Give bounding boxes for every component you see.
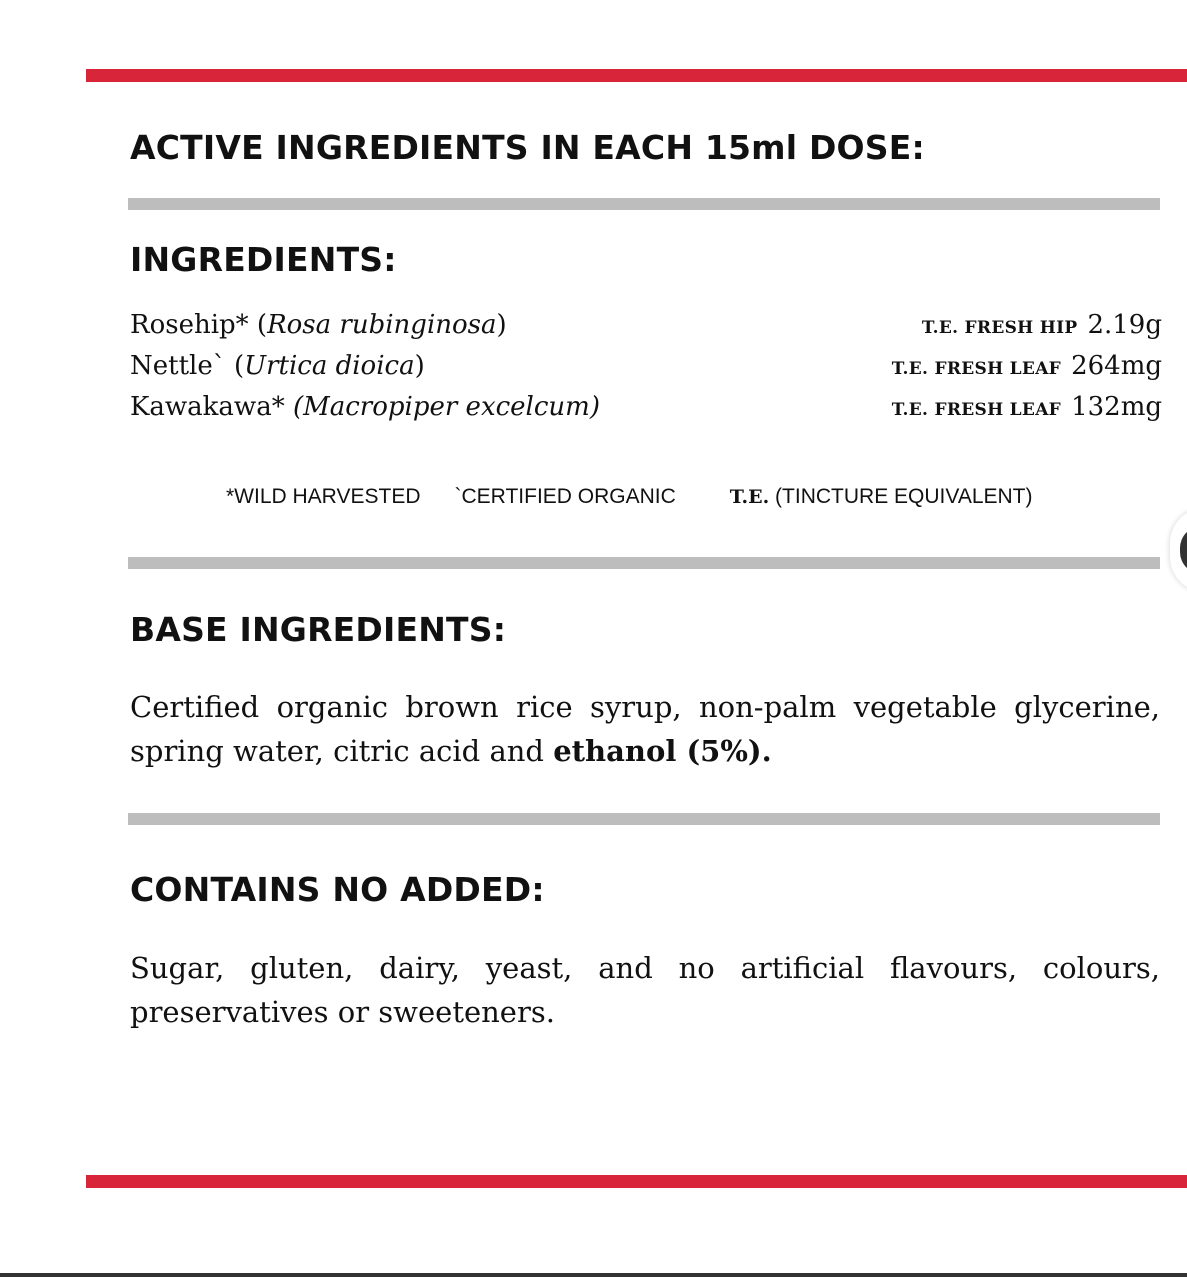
ingredient-amount: T.E. FRESH LEAF 264mg xyxy=(891,351,1162,381)
ingredient-row-kawakawa xyxy=(130,392,1162,432)
ingredient-row-nettle xyxy=(130,351,1162,391)
bottom-red-divider xyxy=(86,1175,1187,1188)
ethanol-bold: ethanol (5%). xyxy=(553,734,772,768)
ingredient-name: Rosehip* (Rosa rubinginosa) xyxy=(130,310,507,340)
contains-no-added-text: Sugar, gluten, dairy, yeast, and no artificial flavours, colours, preservatives or sweeteners. xyxy=(130,951,1160,1029)
contains-no-added-heading: CONTAINS NO ADDED: xyxy=(130,870,545,909)
bottom-edge-bar xyxy=(0,1273,1187,1277)
base-ingredients-text: Certified organic brown rice syrup, non-palm vegetable glycerine, spring water, citric acid and ethanol (5%). xyxy=(130,690,1160,768)
ingredient-legend xyxy=(226,485,1033,509)
divider-3 xyxy=(128,813,1160,825)
ingredient-row-rosehip xyxy=(130,310,1162,350)
top-red-divider xyxy=(86,69,1187,82)
legend-te-abbr: T.E. xyxy=(729,486,770,508)
ingredient-amount: T.E. FRESH LEAF 132mg xyxy=(891,392,1162,422)
side-button-icon xyxy=(1180,526,1187,574)
ingredient-amount: T.E. FRESH HIP 2.19g xyxy=(921,310,1162,340)
ingredient-name: Kawakawa* (Macropiper excelcum) xyxy=(130,392,600,422)
active-ingredients-heading: ACTIVE INGREDIENTS IN EACH 15ml DOSE: xyxy=(130,128,925,167)
divider-2 xyxy=(128,557,1160,569)
ingredient-name: Nettle` (Urtica dioica) xyxy=(130,351,425,381)
legend-wild-harvested: *WILD HARVESTED xyxy=(226,485,421,508)
divider-1 xyxy=(128,198,1160,210)
base-ingredients-heading: BASE INGREDIENTS: xyxy=(130,610,507,649)
floating-side-button[interactable] xyxy=(1170,508,1187,592)
ingredients-heading: INGREDIENTS: xyxy=(130,240,397,279)
legend-certified-organic: `CERTIFIED ORGANIC xyxy=(454,485,676,508)
legend-te-desc: (TINCTURE EQUIVALENT) xyxy=(775,485,1033,508)
